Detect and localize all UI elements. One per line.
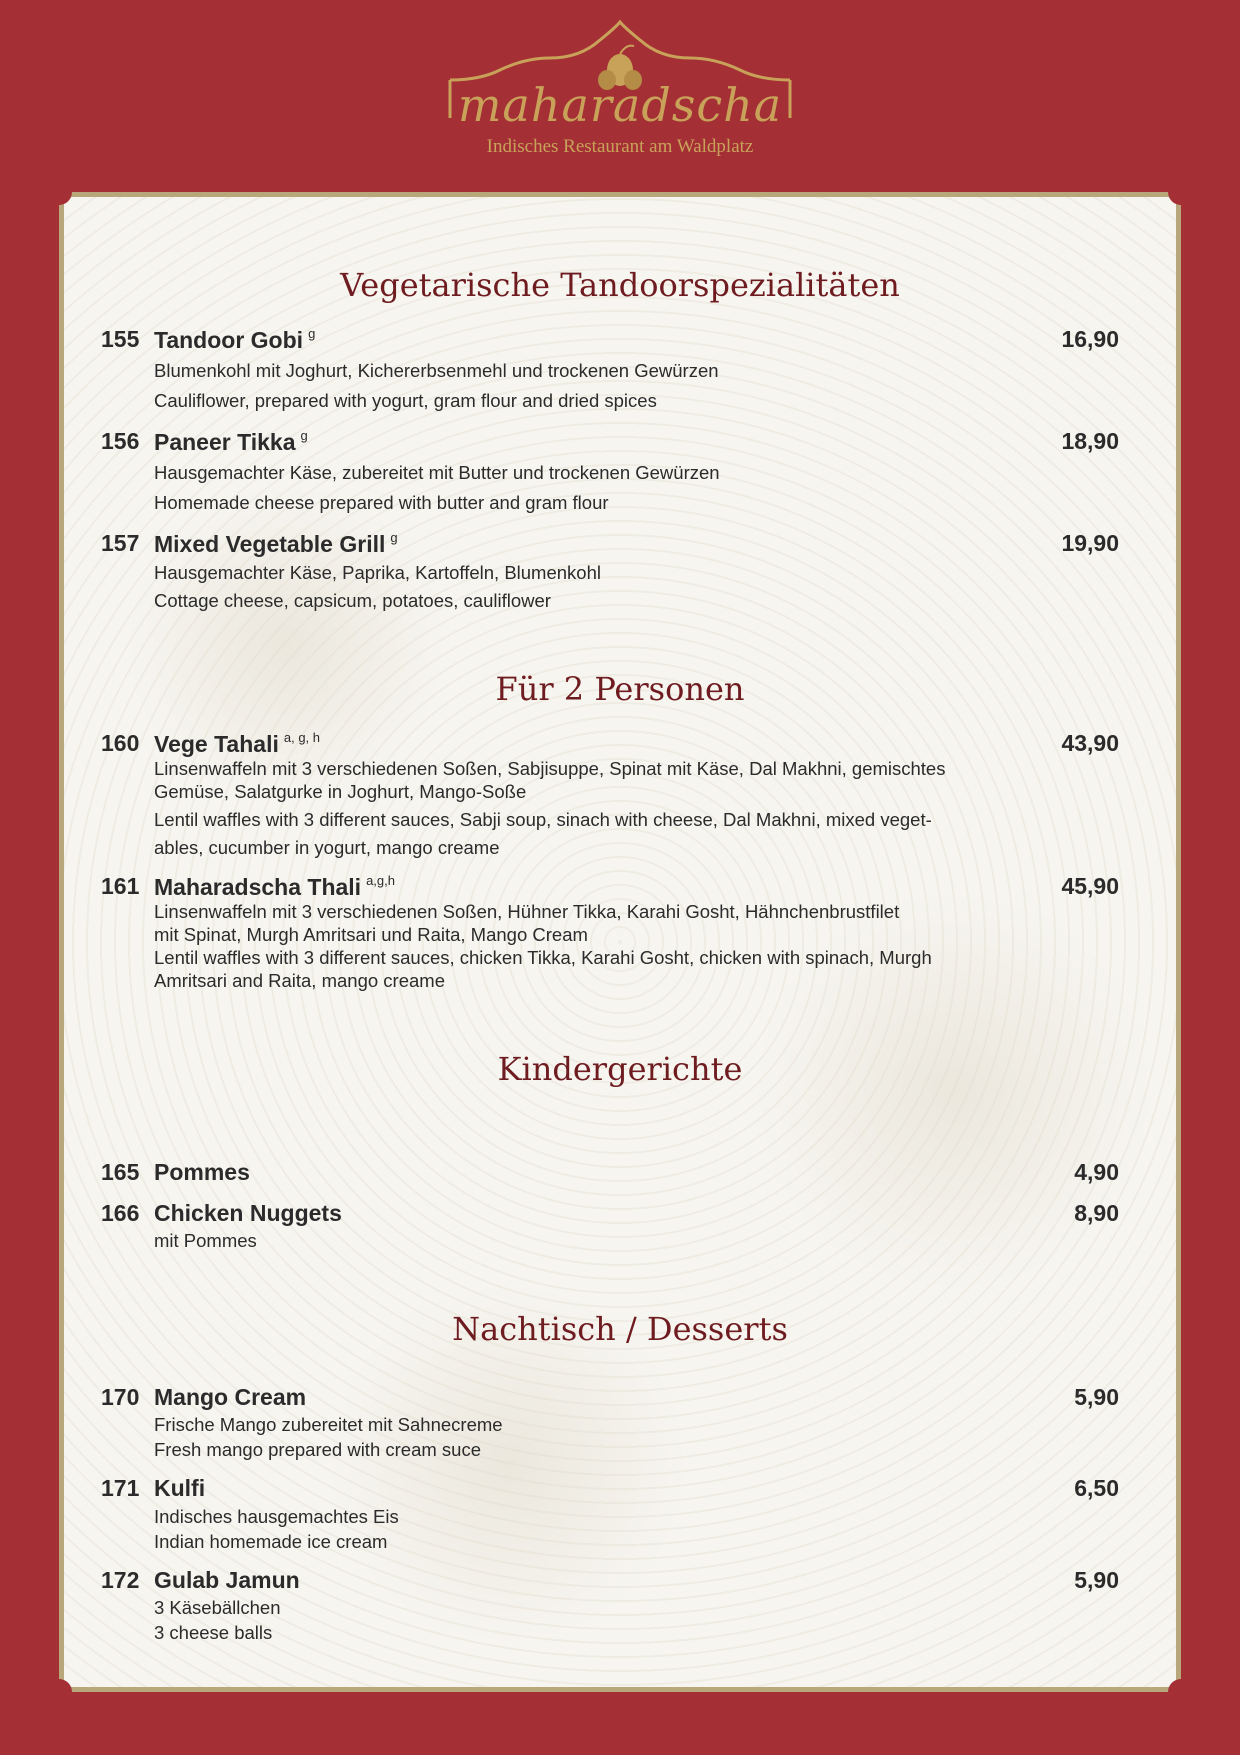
item-number: 160 — [101, 730, 140, 756]
item-price: 18,90 — [1061, 428, 1119, 454]
item-allergens: a,g,h — [366, 873, 395, 888]
item-number: 155 — [101, 326, 140, 352]
item-price: 16,90 — [1061, 326, 1119, 352]
item-number: 171 — [101, 1475, 140, 1501]
logo-name: maharadscha — [457, 78, 783, 132]
item-description-en: Lentil waffles with 3 different sauces, chicken Tikka, Karahi Gosht, chicken with spinach, Murgh — [154, 947, 932, 968]
item-name: Vege Tahali $^{a, g, h}$ — [154, 730, 320, 757]
item-price: 19,90 — [1061, 530, 1119, 556]
item-name: Gulab Jamun — [154, 1567, 300, 1593]
item-description: mit Pommes — [154, 1230, 257, 1251]
item-description-de: mit Spinat, Murgh Amritsari und Raita, Mango Cream — [154, 924, 588, 945]
item-price: 8,90 — [1074, 1200, 1119, 1226]
card-corner — [1168, 179, 1194, 205]
item-name: Paneer Tikka $^g$ — [154, 428, 308, 455]
item-description-en: Amritsari and Raita, mango creame — [154, 970, 445, 991]
item-price: 6,50 — [1074, 1475, 1119, 1501]
item-number: 165 — [101, 1159, 140, 1185]
item-price: 43,90 — [1061, 730, 1119, 756]
section-title: Nachtisch / Desserts — [452, 1310, 788, 1348]
item-allergens: a, g, h — [283, 730, 320, 745]
item-price: 5,90 — [1074, 1384, 1119, 1410]
item-name: Kulfi — [154, 1475, 206, 1501]
section-title: Kindergerichte — [497, 1050, 743, 1088]
item-allergens: g — [300, 428, 308, 443]
item-number: 156 — [101, 428, 140, 454]
item-description-en: Fresh mango prepared with cream suce — [154, 1439, 481, 1460]
logo-subtitle: Indisches Restaurant am Waldplatz — [486, 136, 754, 157]
item-price: 5,90 — [1074, 1567, 1119, 1593]
item-description-en: Cauliflower, prepared with yogurt, gram flour and dried spices — [154, 390, 657, 411]
item-description-en: Cottage cheese, capsicum, potatoes, cauliflower — [154, 590, 551, 611]
item-number: 161 — [101, 873, 140, 899]
item-number: 166 — [101, 1200, 140, 1226]
item-number: 172 — [101, 1567, 140, 1593]
item-description-de: Indisches hausgemachtes Eis — [154, 1506, 399, 1527]
item-description-en: ables, cucumber in yogurt, mango creame — [154, 837, 500, 858]
item-description-de: Hausgemachter Käse, Paprika, Kartoffeln, Blumenkohl — [154, 562, 601, 583]
item-description-de: 3 Käsebällchen — [154, 1597, 281, 1618]
item-number: 157 — [101, 530, 140, 556]
item-allergens: g — [390, 530, 398, 545]
item-price: 45,90 — [1061, 873, 1119, 899]
section-title: Vegetarische Tandoorspezialitäten — [340, 266, 900, 304]
item-name: Chicken Nuggets — [154, 1200, 342, 1226]
item-description-de: Gemüse, Salatgurke in Joghurt, Mango-Soße — [154, 781, 527, 802]
item-name: Maharadscha Thali $^{a,g,h}$ — [154, 873, 395, 900]
item-description-de: Linsenwaffeln mit 3 verschiedenen Soßen, Sabjisuppe, Spinat mit Käse, Dal Makhni, gemischtes — [154, 758, 946, 779]
item-description-en: Lentil waffles with 3 different sauces, Sabji soup, sinach with cheese, Dal Makhni, mixed veget- — [154, 809, 932, 830]
item-description-de: Hausgemachter Käse, zubereitet mit Butter und trockenen Gewürzen — [154, 462, 720, 483]
card-corner — [46, 179, 72, 205]
item-description-en: Indian homemade ice cream — [154, 1531, 388, 1552]
item-allergens: g — [308, 326, 316, 341]
card-corner — [1168, 1679, 1194, 1705]
item-number: 170 — [101, 1384, 140, 1410]
item-name: Mixed Vegetable Grill $^g$ — [154, 530, 398, 557]
item-description-de: Frische Mango zubereitet mit Sahnecreme — [154, 1414, 503, 1435]
card-corner — [46, 1679, 72, 1705]
item-description-de: Linsenwaffeln mit 3 verschiedenen Soßen, Hühner Tikka, Karahi Gosht, Hähnchenbrustfilet — [154, 901, 900, 922]
item-description-en: Homemade cheese prepared with butter and gram flour — [154, 492, 609, 513]
item-price: 4,90 — [1074, 1159, 1119, 1185]
item-name: Pommes — [154, 1159, 250, 1185]
section-title: Für 2 Personen — [495, 670, 745, 708]
logo — [0, 0, 1240, 190]
item-name: Mango Cream — [154, 1384, 307, 1410]
item-description-en: 3 cheese balls — [154, 1622, 273, 1643]
item-name: Tandoor Gobi $^g$ — [154, 326, 316, 353]
item-description-de: Blumenkohl mit Joghurt, Kichererbsenmehl und trockenen Gewürzen — [154, 360, 719, 381]
